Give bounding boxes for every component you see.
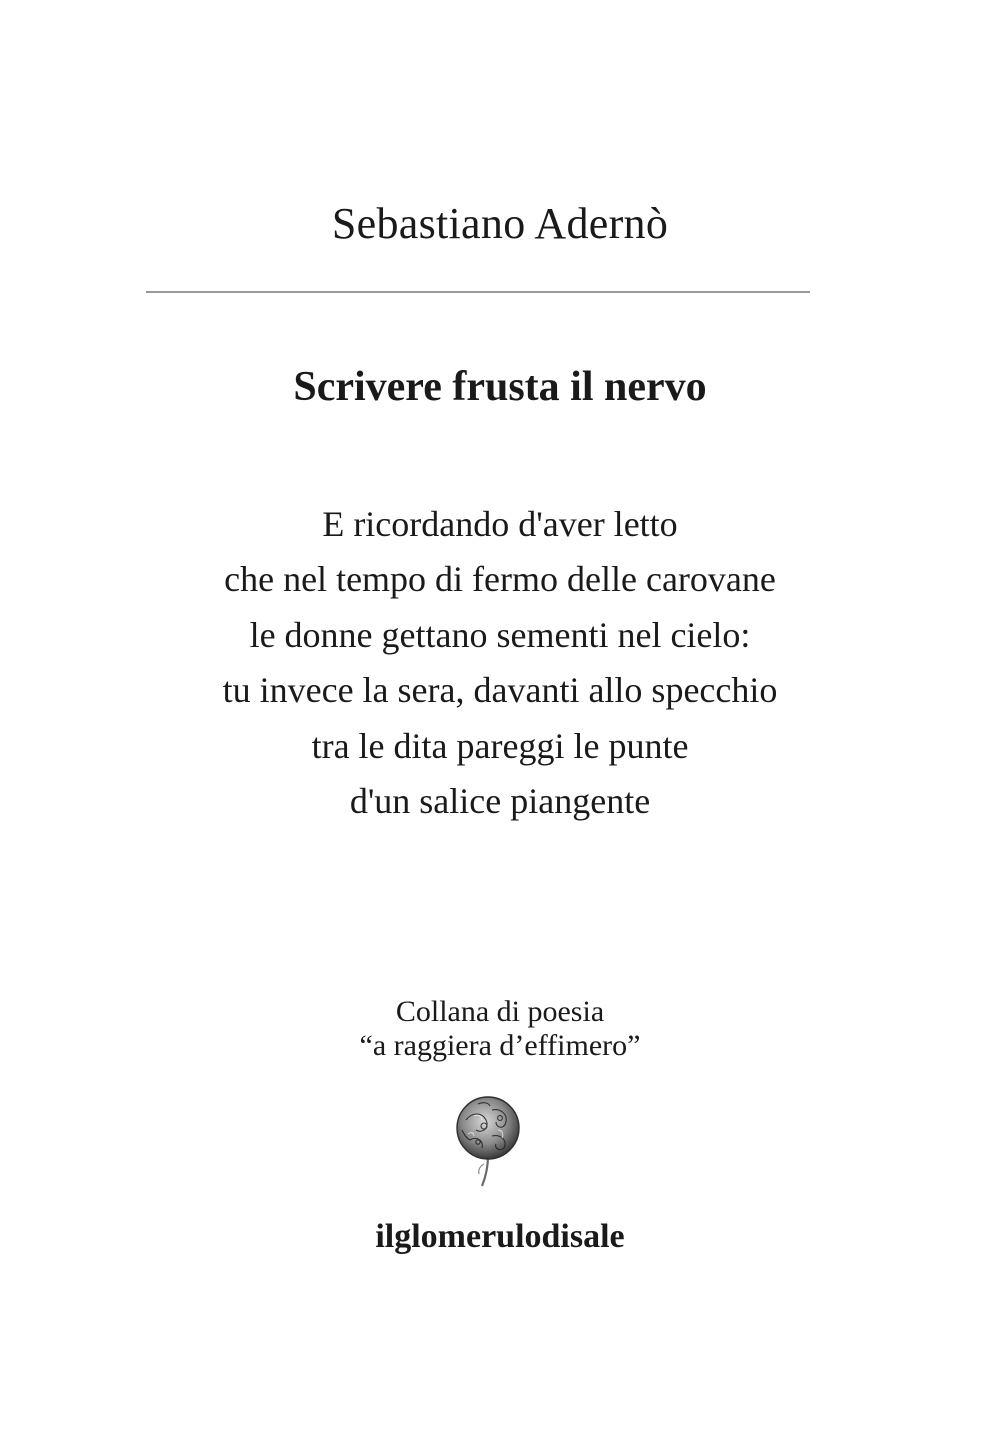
series-info	[0, 995, 1000, 1063]
poem-line: le donne gettano sementi nel cielo:	[249, 614, 751, 655]
poem-line: E ricordando d'aver letto	[322, 504, 678, 544]
publisher-name: ilglomerulodisale	[375, 1218, 625, 1255]
series-name: “a raggiera d’effimero”	[359, 1029, 641, 1062]
epigraph-poem	[0, 497, 1000, 829]
divider-rule	[146, 291, 810, 293]
author-name: Sebastiano Adernò	[331, 199, 669, 248]
poem-line: tu invece la sera, davanti allo specchio	[222, 670, 778, 711]
series-label: Collana di poesia	[395, 995, 605, 1028]
book-title: Scrivere frusta il nervo	[293, 364, 707, 410]
poem-line: che nel tempo di fermo delle carovane	[224, 559, 776, 600]
dandelion-seedhead-icon	[448, 1090, 528, 1194]
poem-line: tra le dita pareggi le punte	[311, 725, 689, 766]
poem-line: d'un salice piangente	[349, 781, 651, 822]
